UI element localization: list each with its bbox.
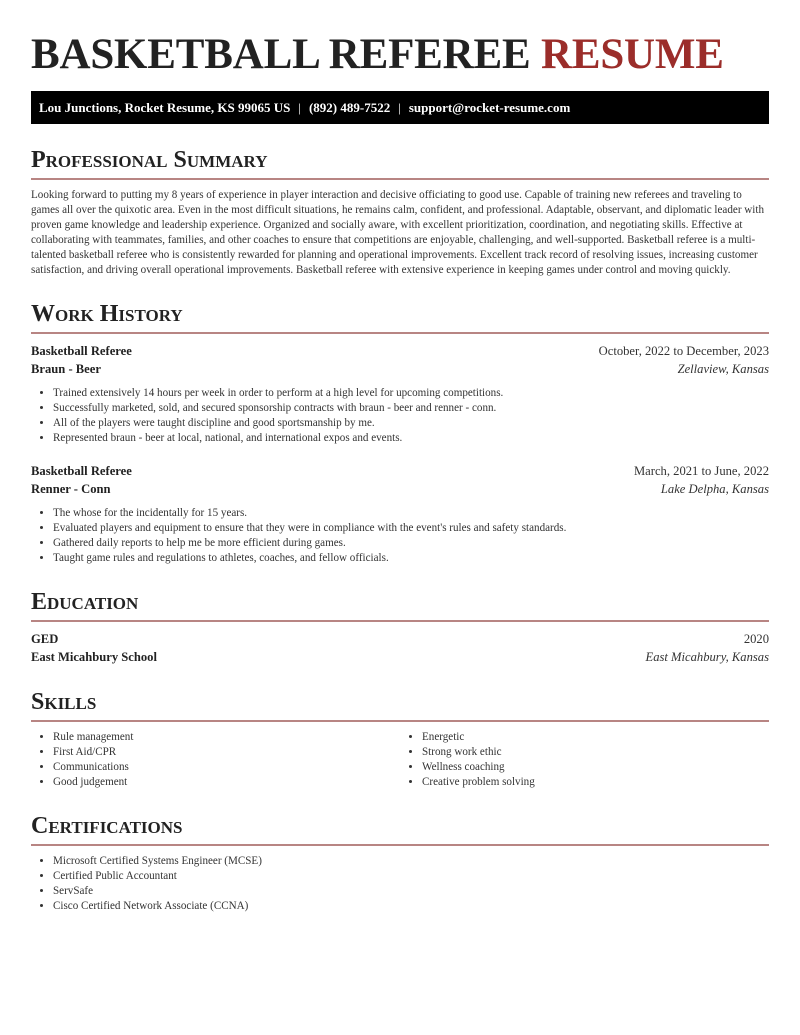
contact-address: Lou Junctions, Rocket Resume, KS 99065 US <box>39 100 291 115</box>
section-heading-certifications: Certifications <box>31 812 769 846</box>
contact-separator: | <box>398 100 401 115</box>
section-heading-skills: Skills <box>31 688 769 722</box>
certification-item: • Cisco Certified Network Associate (CCNA) <box>53 899 769 914</box>
list-item: • Evaluated players and equipment to ensure that they were in compliance with the event's rules and safety standards. <box>53 521 769 536</box>
job-location: Zellaview, Kansas <box>677 362 769 376</box>
contact-phone[interactable]: (892) 489-7522 <box>308 100 391 115</box>
certification-item: • Certified Public Accountant <box>53 869 769 884</box>
education-school: East Micahbury School <box>31 650 157 664</box>
contact-email[interactable]: support@rocket-resume.com <box>408 100 571 115</box>
title-main: BASKETBALL REFEREE <box>31 31 541 78</box>
skills-left-column <box>31 730 400 790</box>
job-location: Lake Delpha, Kansas <box>660 482 769 496</box>
skill-item: • Wellness coaching <box>422 760 769 775</box>
skill-item: • First Aid/CPR <box>53 745 400 760</box>
skill-item: • Rule management <box>53 730 400 745</box>
skill-item: • Communications <box>53 760 400 775</box>
section-heading-education: Education <box>31 588 769 622</box>
skill-item: • Energetic <box>422 730 769 745</box>
list-item: • The whose for the incidentally for 15 years. <box>53 506 769 521</box>
job-title: Basketball Referee <box>31 344 132 358</box>
section-heading-work-history: Work History <box>31 300 769 334</box>
education-entry <box>31 630 769 666</box>
job-entry <box>31 462 769 566</box>
list-item: • Taught game rules and regulations to athletes, coaches, and fellow officials. <box>53 551 769 566</box>
skill-item: • Creative problem solving <box>422 775 769 790</box>
education-year: 2020 <box>743 632 769 646</box>
job-title: Basketball Referee <box>31 464 132 478</box>
skill-item: • Good judgement <box>53 775 400 790</box>
job-company: Braun - Beer <box>31 362 101 376</box>
job-company: Renner - Conn <box>31 482 111 496</box>
list-item: • Represented braun - beer at local, national, and international expos and events. <box>53 431 769 446</box>
summary-text: Looking forward to putting my 8 years of experience in player interaction and decisive officiating to good use. Capable of training new referees and traveling to games all over the quixotic area. Even in the most difficult situations, he remains calm, confident, and professional. Adaptable, observant, and diplomatic leader with proven game knowledge and leadership experience. Organized and socially aware, with excellent prioritization, coordination, and negotiating skills. Effective at collaborating with teammates, families, and other coaches to ensure that competitions are enjoyable, challenging, and well-supported. Basketball referee is a multi-talented basketball referee who is consistently rewarded for planning and operational improvements. Excellent track record of resolving issues, increasing customer satisfaction, and driving overall operational improvements. Basketball referee with extensive experience in keeping games under control and moving quickly. <box>31 189 765 276</box>
job-bullets <box>31 386 769 446</box>
section-heading-summary: Professional Summary <box>31 146 769 180</box>
job-entry <box>31 342 769 446</box>
list-item: • Successfully marketed, sold, and secured sponsorship contracts with braun - beer and renner - conn. <box>53 401 769 416</box>
resume-title <box>31 30 769 80</box>
list-item: • All of the players were taught discipline and good sportsmanship by me. <box>53 416 769 431</box>
title-accent: RESUME <box>540 31 724 78</box>
job-dates: October, 2022 to December, 2023 <box>598 344 769 358</box>
education-degree: GED <box>31 632 59 646</box>
skills-right-column <box>400 730 769 790</box>
job-bullets <box>31 506 769 566</box>
certification-item: • Microsoft Certified Systems Engineer (MCSE) <box>53 854 769 869</box>
certifications-list <box>31 854 769 914</box>
contact-separator: | <box>298 100 301 115</box>
skill-item: • Strong work ethic <box>422 745 769 760</box>
list-item: • Gathered daily reports to help me be more efficient during games. <box>53 536 769 551</box>
certification-item: • ServSafe <box>53 884 769 899</box>
list-item: • Trained extensively 14 hours per week in order to perform at a high level for upcoming competitions. <box>53 386 769 401</box>
job-dates: March, 2021 to June, 2022 <box>633 464 769 478</box>
contact-bar <box>31 91 769 124</box>
education-location: East Micahbury, Kansas <box>645 650 769 664</box>
skills-grid <box>31 730 769 790</box>
